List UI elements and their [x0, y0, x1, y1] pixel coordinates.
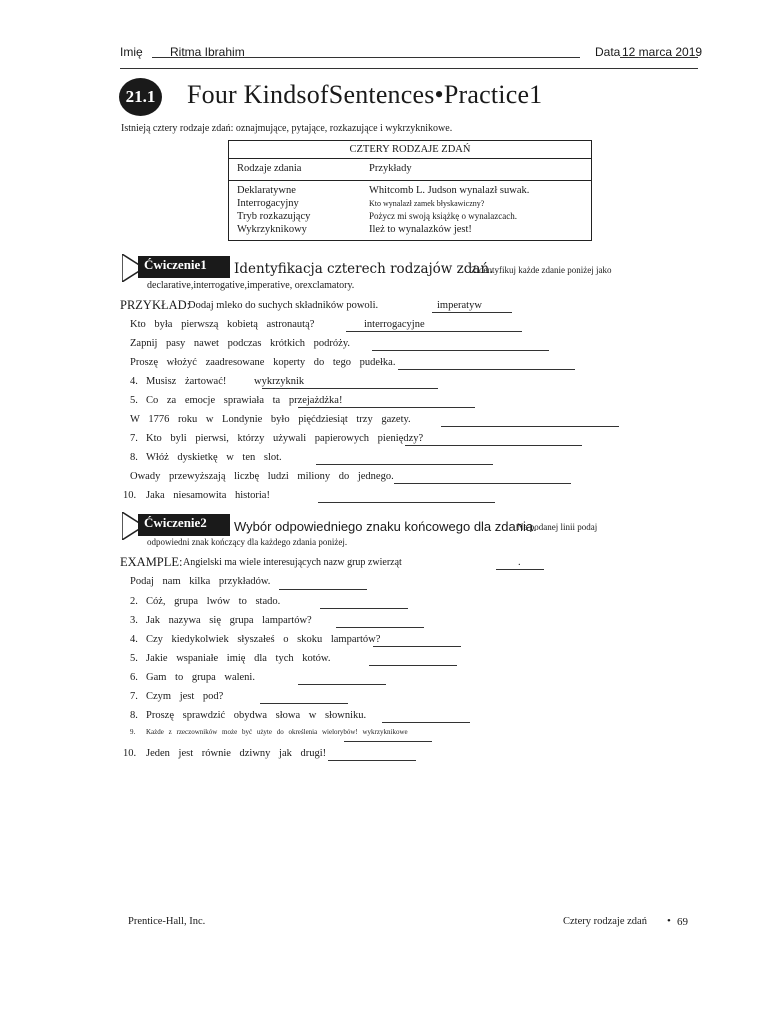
list-item: W 1776 roku w Londynie było pięćdziesiąt trzy gazety. — [130, 414, 411, 425]
header-rule — [120, 68, 698, 69]
answer-line[interactable] — [262, 388, 438, 389]
exercise2-title: Wybór odpowiedniego znaku końcowego dla zdania. — [234, 519, 537, 534]
answer-line[interactable] — [394, 483, 571, 484]
answer-line[interactable] — [320, 608, 408, 609]
answer-line[interactable] — [298, 684, 386, 685]
name-label: Imię — [120, 45, 143, 59]
table-cell-kind: Interrogacyjny — [237, 198, 299, 209]
example-answer: . — [518, 557, 521, 568]
answer-line[interactable] — [344, 741, 432, 742]
example-text: Dodaj mleko do suchych składników powoli. — [188, 300, 379, 311]
answer-line[interactable] — [405, 445, 582, 446]
exercise1-desc2: declarative,interrogative,imperative, orexclamatory. — [147, 280, 355, 291]
footer-publisher: Prentice-Hall, Inc. — [128, 916, 206, 927]
answer-line[interactable] — [279, 589, 367, 590]
item-number: 4. — [130, 376, 138, 387]
item-number: 8. — [130, 452, 138, 463]
page-title: Four KindsofSentences•Practice1 — [187, 80, 543, 109]
table-cell-kind: Wykrzyknikowy — [237, 224, 307, 235]
exercise2-banner — [122, 512, 227, 538]
answer-line[interactable] — [318, 502, 495, 503]
item-number: 9. — [130, 728, 136, 736]
table-col-example: Przykłady — [361, 159, 592, 181]
table-caption: CZTERY RODZAJE ZDAŃ — [229, 141, 592, 159]
list-item: Jakie wspaniałe imię dla tych kotów. — [146, 653, 331, 664]
exercise1-desc: Zidentyfikuj każde zdanie poniżej jako — [471, 265, 612, 275]
item-number: 8. — [130, 710, 138, 721]
lesson-number-badge: 21.1 — [119, 78, 162, 116]
date-value[interactable]: 12 marca 2019 — [622, 45, 703, 59]
answer-value[interactable]: wykrzyknik — [254, 376, 305, 387]
list-item: Czy kiedykolwiek słyszałeś o skoku lampartów? — [146, 634, 381, 645]
table-cell-example: Whitcomb L. Judson wynalazł suwak. — [369, 185, 530, 196]
list-item: Cóż, grupa lwów to stado. — [146, 596, 281, 607]
answer-line — [496, 569, 544, 570]
example-text: Angielski ma wiele interesujących nazw grup zwierząt — [183, 557, 402, 568]
answer-line[interactable] — [260, 703, 348, 704]
table-cell-example: Pożycz mi swoją książkę o wynalazcach. — [369, 211, 517, 221]
answer-line[interactable] — [382, 722, 470, 723]
list-item: Jeden jest równie dziwny jak drugi! — [146, 748, 327, 759]
table-cell-kind: Tryb rozkazujący — [237, 211, 311, 222]
item-number: 2. — [130, 596, 138, 607]
list-item: Owady przewyższają liczbę ludzi miliony do jednego. — [130, 471, 394, 482]
answer-line[interactable] — [369, 665, 457, 666]
example-label: EXAMPLE: — [120, 555, 183, 569]
answer-line[interactable] — [398, 369, 575, 370]
list-item: Proszę sprawdzić obydwa słowa w słowniku. — [146, 710, 367, 721]
intro-text: Istnieją cztery rodzaje zdań: oznajmujące, pytające, rozkazujące i wykrzyknikowe. — [121, 123, 453, 134]
item-number: 3. — [130, 615, 138, 626]
answer-line[interactable] — [336, 627, 424, 628]
kinds-table — [228, 140, 592, 241]
footer-topic: Cztery rodzaje zdań — [563, 916, 647, 927]
list-item: Proszę włożyć zaadresowane koperty do tego pudełka. — [130, 357, 396, 368]
name-value[interactable]: Ritma Ibrahim — [170, 45, 245, 59]
answer-value[interactable]: interrogacyjne — [364, 319, 425, 330]
item-number: 5. — [130, 395, 138, 406]
item-number: 7. — [130, 433, 138, 444]
item-number: 5. — [130, 653, 138, 664]
exercise2-desc: Na podanej linii podaj — [517, 522, 598, 532]
exercise2-desc2: odpowiedni znak kończący dla każdego zdania poniżej. — [147, 537, 348, 547]
list-item: Kto byli pierwsi, którzy używali papierowych pieniędzy? — [146, 433, 424, 444]
item-number: 10. — [123, 490, 137, 501]
list-item: Musisz żartować! — [146, 376, 227, 387]
example-answer: imperatyw — [437, 300, 482, 311]
list-item: Jaka niesamowita historia! — [146, 490, 270, 501]
example-label: PRZYKŁAD: — [120, 298, 191, 312]
table-cell-example: Kto wynalazł zamek błyskawiczny? — [369, 199, 485, 208]
page-number: 69 — [677, 916, 688, 928]
date-label: Data — [595, 45, 621, 59]
answer-line[interactable] — [441, 426, 619, 427]
answer-line[interactable] — [328, 760, 416, 761]
item-number: 10. — [123, 748, 137, 759]
table-cell-example: Ileż to wynalazków jest! — [369, 224, 472, 235]
exercise1-banner-label: Ćwiczenie1 — [144, 257, 207, 272]
list-item: Gam to grupa waleni. — [146, 672, 255, 683]
list-item: Każde z rzeczowników może być użyte do określenia wielorybów! wykrzyknikowe — [146, 728, 408, 736]
item-number: 6. — [130, 672, 138, 683]
list-item: Czym jest pod? — [146, 691, 224, 702]
list-item: Zapnij pasy nawet podczas krótkich podróży. — [130, 338, 351, 349]
answer-line[interactable] — [298, 407, 475, 408]
exercise1-title: Identyfikacja czterech rodzajów zdań. — [234, 261, 494, 277]
list-item: Co za emocje sprawiała ta przejażdżka! — [146, 395, 343, 406]
answer-line[interactable] — [346, 331, 522, 332]
exercise1-banner — [122, 254, 227, 280]
answer-line[interactable] — [373, 646, 461, 647]
list-item: Kto była pierwszą kobietą astronautą? — [130, 319, 315, 330]
list-item: Jak nazywa się grupa lampartów? — [146, 615, 312, 626]
footer-bullet: • — [667, 915, 671, 927]
table-cell-kind: Deklaratywne — [237, 185, 296, 196]
table-col-kind: Rodzaje zdania — [229, 159, 362, 181]
list-item: Podaj nam kilka przykładów. — [130, 576, 271, 587]
answer-line[interactable] — [316, 464, 493, 465]
item-number: 4. — [130, 634, 138, 645]
item-number: 7. — [130, 691, 138, 702]
answer-line[interactable] — [372, 350, 549, 351]
list-item: Włóż dyskietkę w ten slot. — [146, 452, 282, 463]
answer-line — [432, 312, 512, 313]
exercise2-banner-label: Ćwiczenie2 — [144, 515, 207, 530]
